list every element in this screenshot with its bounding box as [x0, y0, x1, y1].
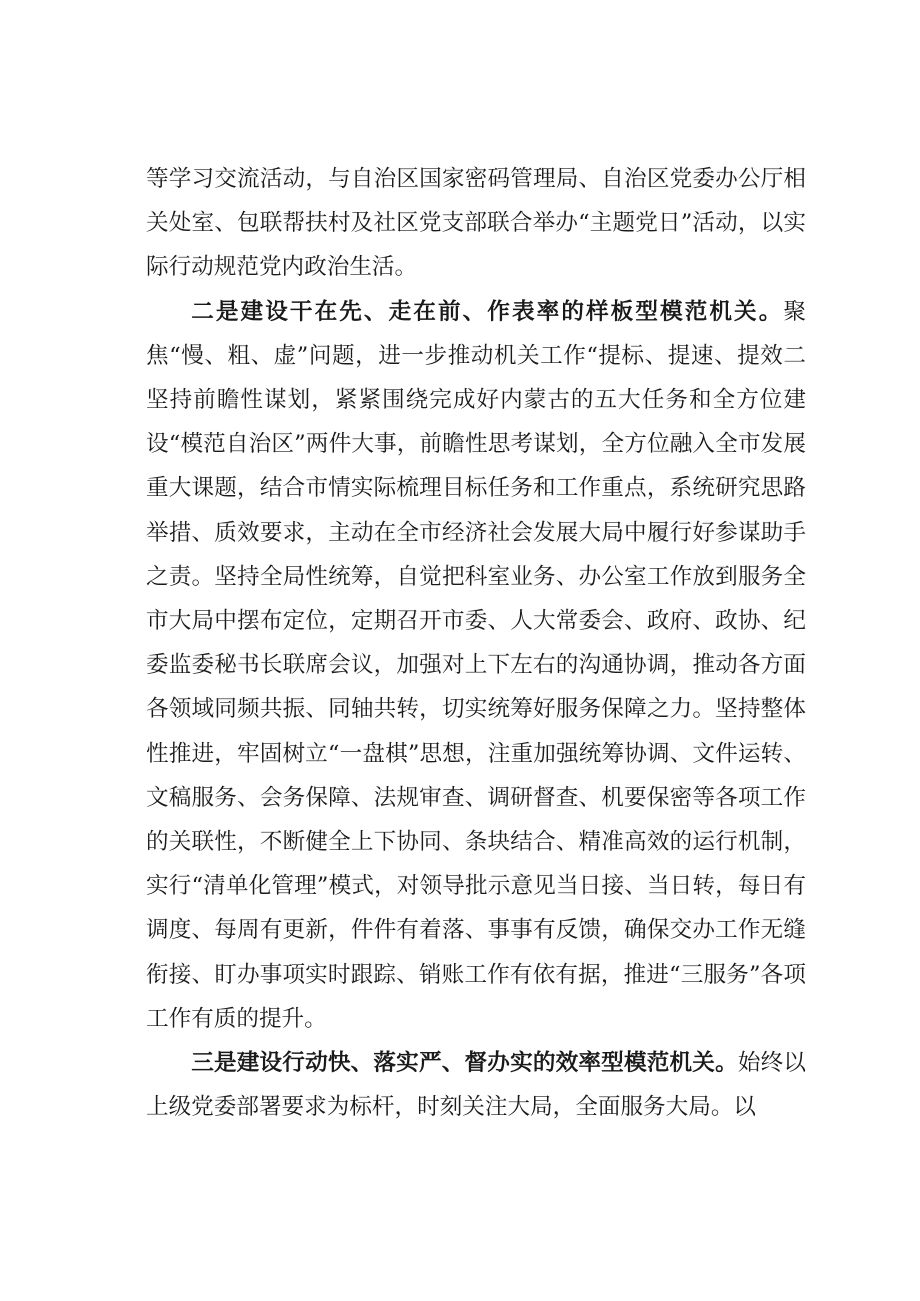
paragraph-3	[146, 1041, 806, 1129]
paragraph-2	[146, 290, 806, 1041]
paragraph-2-text: 聚焦“慢、粗、虚”问题，进一步推动机关工作“提标、提速、提效二坚持前瞻性谋划，紧紧围绕完成好内蒙古的五大任务和全方位建设“模范自治区”两件大事，前瞻性思考谋划，全方位融入全市发展重大课题，结合市情实际梳理目标任务和工作重点，系统研究思路举措、质效要求，主动在全市经济社会发展大局中履行好参谋助手之责。坚持全局性统筹，自觉把科室业务、办公室工作放到服务全市大局中摆布定位，定期召开市委、人大常委会、政府、政协、纪委监委秘书长联席会议，加强对上下左右的沟通协调，推动各方面各领域同频共振、同轴共转，切实统筹好服务保障之力。坚持整体性推进，牢固树立“一盘棋”思想，注重加强统筹协调、文件运转、文稿服务、会务保障、法规审查、调研督查、机要保密等各项工作的关联性，不断健全上下协同、条块结合、精准高效的运行机制，实行“清单化管理”模式，对领导批示意见当日接、当日转，每日有调度、每周有更新，件件有着落、事事有反馈，确保交办工作无缝衔接、盯办事项实时跟踪、销账工作有依有据，推进“三服务”各项工作有质的提升。	[146, 298, 806, 1032]
paragraph-1	[146, 157, 806, 290]
paragraph-3-lead: 三是建设行动快、落实严、督办实的效率型模范机关。	[191, 1050, 738, 1077]
paragraph-1-text: 等学习交流活动，与自治区国家密码管理局、自治区党委办公厅相关处室、包联帮扶村及社区党支部联合举办“主题党日”活动，以实际行动规范党内政治生活。	[146, 166, 806, 281]
paragraph-2-lead: 二是建设干在先、走在前、作表率的样板型模范机关。	[191, 298, 784, 325]
paragraph-3-text: 始终以上级党委部署要求为标杆，时刻关注大局，全面服务大局。以	[146, 1050, 807, 1121]
document-body	[146, 157, 806, 1129]
